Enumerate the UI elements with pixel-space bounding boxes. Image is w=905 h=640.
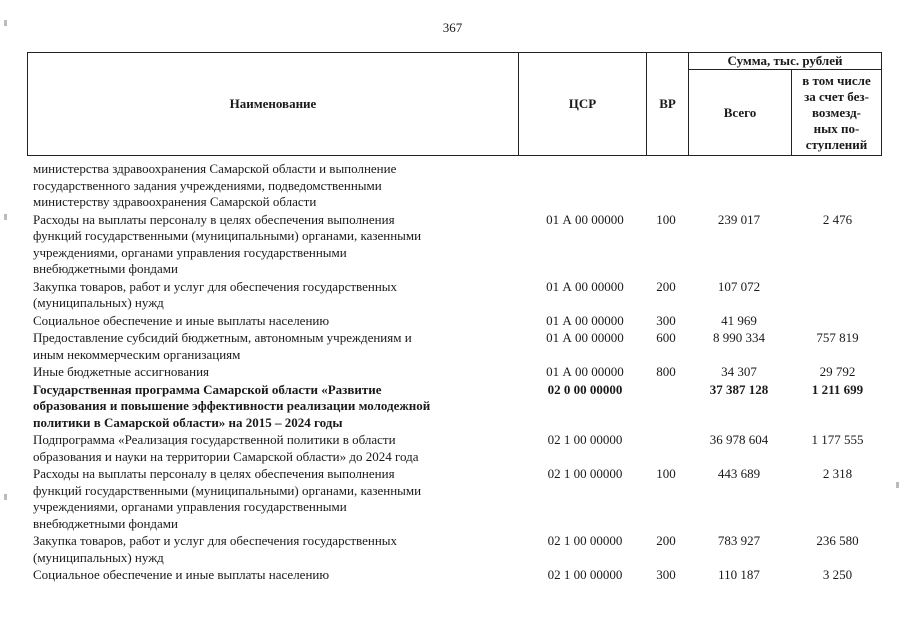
row-total: 36 978 604 xyxy=(709,432,769,447)
row-name-line: функций государственными (муниципальными) органами, казенными xyxy=(33,482,422,498)
table-row xyxy=(0,161,905,211)
row-name-line: Закупка товаров, работ и услуг для обеспечения государственных xyxy=(33,278,398,294)
page-number: 367 xyxy=(442,20,463,35)
row-name-line: министерству здравоохранения Самарской области xyxy=(33,194,317,209)
row-name-line: политики в Самарской области» на 2015 – 2024 годы xyxy=(33,414,343,430)
row-name-line: иным некоммерческим организациям xyxy=(33,346,241,362)
row-vr: 200 xyxy=(656,533,676,548)
row-total: 239 017 xyxy=(717,211,761,227)
row-total: 41 969 xyxy=(721,312,757,328)
header-line: за счет без- xyxy=(804,88,869,104)
row-total: 110 187 xyxy=(718,567,760,582)
row-vr: 100 xyxy=(656,466,676,481)
row-total: 34 307 xyxy=(721,364,757,379)
header-line: ных по- xyxy=(813,120,860,136)
column-header-sum: Сумма, тыс. рублей xyxy=(727,53,843,68)
row-name-line: Расходы на выплаты персоналу в целях обеспечения выполнения xyxy=(33,466,395,481)
row-csr: 02 1 00 00000 xyxy=(547,533,623,548)
row-incl: 29 792 xyxy=(819,364,856,379)
table-row xyxy=(0,330,905,363)
row-name xyxy=(33,432,503,465)
row-vr: 200 xyxy=(656,278,676,294)
row-vr: 100 xyxy=(656,211,676,227)
row-incl: 757 819 xyxy=(816,330,859,345)
row-csr: 01 А 00 00000 xyxy=(546,211,624,227)
row-incl: 3 250 xyxy=(822,567,853,582)
row-name xyxy=(33,279,503,312)
column-header-name: Наименование xyxy=(229,96,317,111)
scan-mark xyxy=(896,482,899,488)
header-line: в том числе xyxy=(802,72,871,88)
scan-mark xyxy=(4,214,7,220)
table-row xyxy=(0,313,905,330)
table-row xyxy=(0,364,905,381)
row-csr: 01 А 00 00000 xyxy=(546,312,624,328)
row-total: 783 927 xyxy=(717,533,761,548)
column-header-total: Всего xyxy=(723,104,757,120)
row-name-line: (муниципальных) нужд xyxy=(33,549,164,565)
row-csr: 01 А 00 00000 xyxy=(546,278,624,294)
row-name-line: образования и науки на территории Самарской области» до 2024 года xyxy=(33,448,419,464)
row-name-line: Социальное обеспечение и иные выплаты населению xyxy=(33,312,330,328)
header-line: ступлений xyxy=(805,136,868,152)
row-vr: 300 xyxy=(656,567,676,582)
row-name-line: Государственная программа Самарской области «Развитие xyxy=(33,381,382,397)
row-vr: 800 xyxy=(656,364,676,379)
row-csr: 02 1 00 00000 xyxy=(547,567,623,582)
table-row xyxy=(0,567,905,584)
row-incl: 236 580 xyxy=(816,533,859,548)
table-row xyxy=(0,432,905,465)
row-vr: 600 xyxy=(656,330,676,345)
column-header-vr: ВР xyxy=(659,96,676,111)
row-vr: 300 xyxy=(656,312,676,328)
table-header xyxy=(27,52,882,156)
row-name xyxy=(33,313,503,330)
row-name xyxy=(33,567,503,584)
row-name-line: учреждениями, органами управления государственными xyxy=(33,244,347,260)
row-name xyxy=(33,364,503,381)
row-name-line: внебюджетными фондами xyxy=(33,261,178,276)
table-row xyxy=(0,279,905,312)
column-header-incl xyxy=(792,70,881,155)
row-name-line: внебюджетными фондами xyxy=(33,515,178,531)
table-row xyxy=(0,533,905,566)
row-name xyxy=(33,161,503,211)
row-incl: 1 177 555 xyxy=(811,432,864,447)
row-name-line: образования и повышение эффективности реализации молодежной xyxy=(33,398,431,413)
row-name-line: функций государственными (муниципальными) органами, казенными xyxy=(33,228,422,243)
row-name-line: Расходы на выплаты персоналу в целях обеспечения выполнения xyxy=(33,211,395,227)
row-name-line: Социальное обеспечение и иные выплаты населению xyxy=(33,567,330,582)
column-header-csr: ЦСР xyxy=(568,96,597,111)
row-incl: 1 211 699 xyxy=(811,381,864,397)
row-name xyxy=(33,330,503,363)
row-name-line: государственного задания учреждениями, подведомственными xyxy=(33,177,382,193)
row-total: 107 072 xyxy=(717,278,761,294)
row-total: 443 689 xyxy=(717,466,761,481)
row-name xyxy=(33,466,503,532)
row-csr: 02 1 00 00000 xyxy=(547,466,623,481)
row-name-line: Предоставление субсидий бюджетным, автономным учреждениям и xyxy=(33,330,412,345)
row-total: 8 990 334 xyxy=(713,330,765,345)
table-row xyxy=(0,466,905,532)
scan-mark xyxy=(4,494,7,500)
row-name xyxy=(33,212,503,278)
row-name xyxy=(33,533,503,566)
row-name-line: учреждениями, органами управления государственными xyxy=(33,499,347,514)
row-csr: 02 1 00 00000 xyxy=(547,432,623,447)
row-incl: 2 476 xyxy=(822,211,853,227)
row-name-line: (муниципальных) нужд xyxy=(33,295,164,310)
row-csr: 01 А 00 00000 xyxy=(546,330,624,345)
table-row xyxy=(0,212,905,278)
scan-mark xyxy=(4,20,7,26)
row-name-line: Подпрограмма «Реализация государственной политики в области xyxy=(33,432,396,447)
header-line: возмезд- xyxy=(812,104,861,120)
row-name-line: Иные бюджетные ассигнования xyxy=(33,364,210,379)
row-name-line: Закупка товаров, работ и услуг для обеспечения государственных xyxy=(33,533,398,548)
row-incl: 2 318 xyxy=(822,466,853,481)
row-name xyxy=(33,382,503,432)
row-csr: 02 0 00 00000 xyxy=(547,381,623,397)
row-csr: 01 А 00 00000 xyxy=(546,364,624,379)
table-row xyxy=(0,382,905,432)
row-total: 37 387 128 xyxy=(709,381,769,397)
row-name-line: министерства здравоохранения Самарской области и выполнение xyxy=(33,161,397,176)
